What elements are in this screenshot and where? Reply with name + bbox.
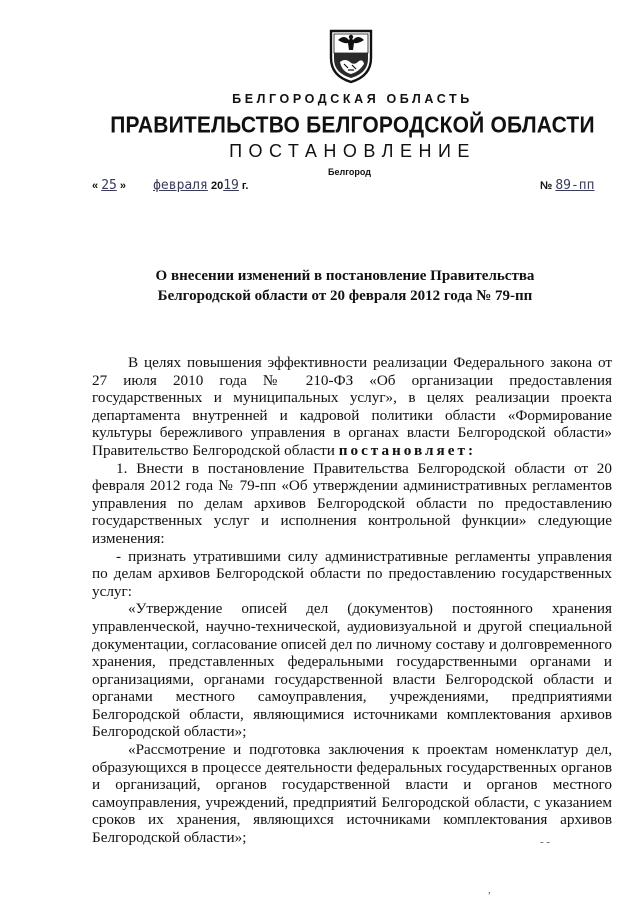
document-type: ПОСТАНОВЛЕНИЕ	[229, 141, 476, 161]
document-subject	[110, 266, 580, 306]
document-body	[92, 354, 612, 847]
date-year-prefix: 20	[210, 180, 224, 192]
scan-mark: ,	[488, 884, 491, 896]
date-month: февраля	[153, 178, 208, 193]
region-heading: БЕЛГОРОДСКАЯ ОБЛАСТЬ	[232, 92, 473, 106]
government-title: ПРАВИТЕЛЬСТВО БЕЛГОРОДСКОЙ ОБЛАСТИ	[110, 112, 595, 139]
date-open-quote: «	[92, 180, 99, 192]
subject-line-1: О внесении изменений в постановление Правительства	[155, 268, 535, 284]
date-year-suffix: 19	[223, 178, 239, 193]
date-day: 25	[101, 178, 117, 193]
scan-mark: - -	[540, 836, 551, 848]
city-label: Белгород	[328, 167, 371, 177]
number-value: 89-пп	[555, 178, 595, 193]
number-prefix: №	[540, 180, 553, 192]
document-number	[540, 178, 594, 193]
subject-line-2: Белгородской области от 20 февраля 2012 года № 79-пп	[157, 288, 533, 304]
item-1-paragraph: 1. Внести в постановление Правительства Белгородской области от 20 февраля 2012 года № 79-пп «Об утверждении административных регламентов управления по делам архивов Белгородской области по предоставлению государственных услуг и исполнения контрольной функции» следующие изменения:	[92, 459, 612, 547]
decree-word: постановляет:	[338, 441, 477, 459]
quoted-regulation-2: «Рассмотрение и подготовка заключения к проектам номенклатур дел, образующихся в процессе деятельности федеральных государственных органов и организаций, органов государственной власти и органов местного самоуправления, учреждений, предприятий Белгородской области, с указанием сроков их хранения, являющихся источниками комплектования архивов Белгородской области»;	[92, 741, 612, 847]
item-1-bullet: - признать утратившими силу административные регламенты управления по делам архивов Белгородской области по предоставлению государственных услуг:	[92, 547, 612, 600]
date-close-quote: »	[119, 180, 127, 192]
intro-paragraph	[92, 354, 612, 460]
coat-of-arms-icon	[328, 28, 374, 84]
date-year-mark: г.	[241, 180, 249, 192]
quoted-regulation-1: «Утверждение описей дел (документов) постоянного хранения управленческой, научно-технической, аудиовизуальной и другой специальной документации, согласование описей дел по личному составу и долговременного хранения, представленных федеральными государственными органами и организациями, органами государственной власти Белгородской области и органами местного самоуправления, учреждениями, предприятиями Белгородской области, являющимися источниками комплектования архивов Белгородской области»;	[92, 600, 612, 741]
intro-text: В целях повышения эффективности реализации Федерального закона от 27 июля 2010 года № 210-ФЗ «Об организации предоставления государственных и муниципальных услуг», в целях реализации проекта департамента внутренней и кадровой политики области «Формирование культуры бережливого управления в органах власти Белгородской области» Правительство Белгородской области	[92, 354, 612, 459]
date-line	[92, 178, 248, 193]
